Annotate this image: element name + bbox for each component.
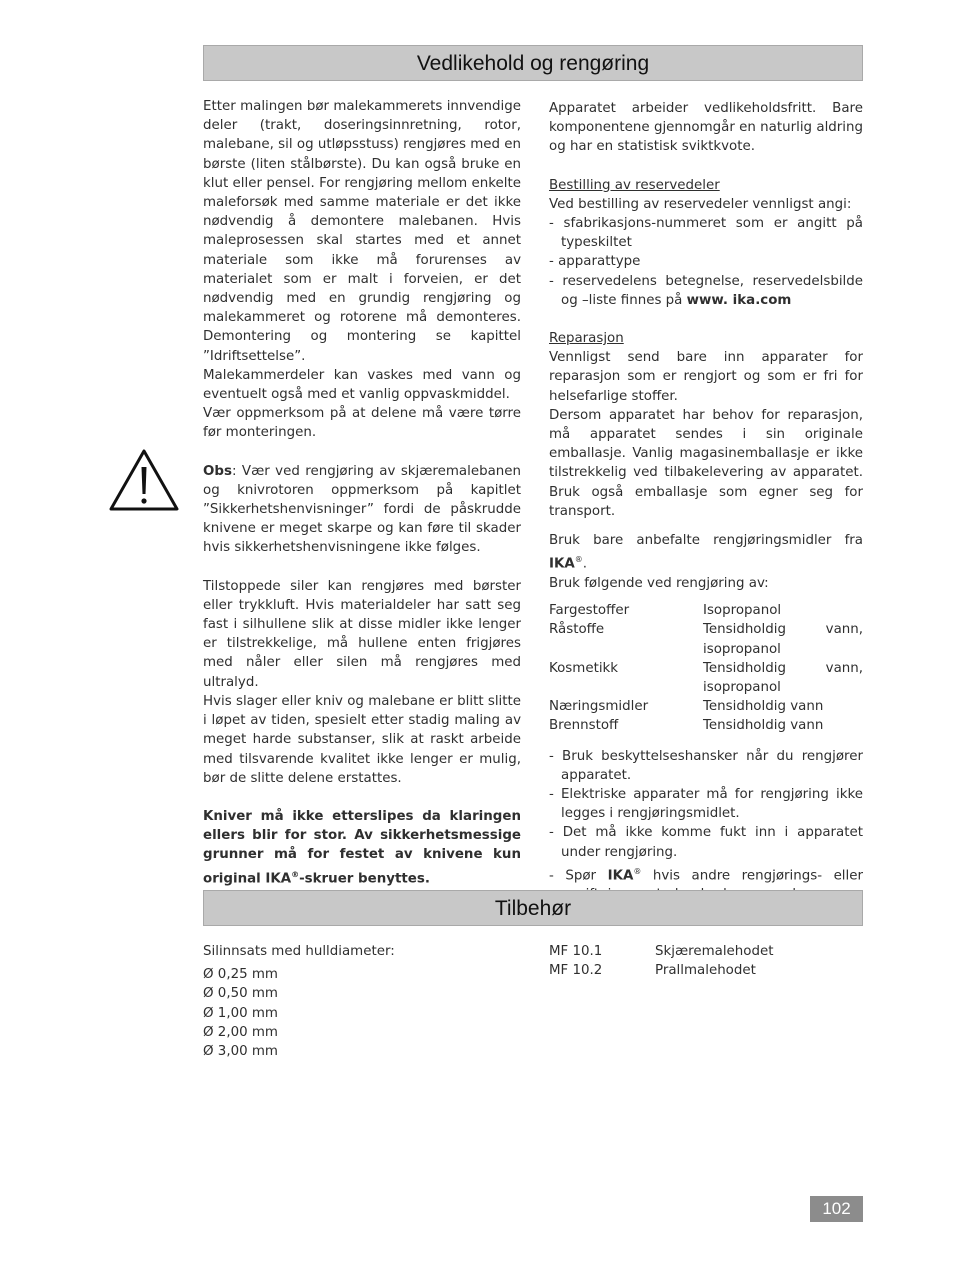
- cleaning-item: Råstoffe: [549, 622, 605, 638]
- knife-warning-end: -skruer benyttes.: [299, 870, 430, 886]
- period: .: [582, 556, 587, 572]
- spare-item: - sfabrikasjons-nummeret som er angitt på typeskiltet: [549, 216, 863, 251]
- sieve-list: [203, 942, 521, 1061]
- warning-triangle-icon: [108, 447, 180, 513]
- cleaning-agents-subintro: Bruk følgende ved rengjøring av:: [549, 575, 769, 591]
- obs-label: Obs: [203, 463, 232, 479]
- cleaning-row: [549, 659, 863, 697]
- page-number: 102: [810, 1196, 863, 1222]
- accessory-row: [549, 961, 867, 980]
- registered-mark: ®: [633, 866, 642, 876]
- knife-warning-text: Kniver må ikke etterslipes da klaringen ellers blir for stor. Av sikkerhetsmessige grunner må for festet av knivene kun original IKA: [203, 808, 521, 886]
- accessory-code: MF 10.2: [549, 963, 603, 979]
- knife-warning-paragraph: [203, 807, 521, 888]
- sieve-item: Ø 3,00 mm: [203, 1044, 278, 1060]
- registered-mark: ®: [291, 869, 300, 879]
- cleaning-item: Brennstoff: [549, 718, 619, 734]
- obs-paragraph: [203, 462, 521, 558]
- section-title-maintenance: Vedlikehold og rengøring: [203, 45, 863, 81]
- rule-item: - Det må ikke komme fukt inn i apparatet under rengjøring.: [549, 825, 863, 860]
- cleaning-item: Fargestoffer: [549, 603, 630, 619]
- cleaning-row: [549, 601, 863, 620]
- sieve-heading: Silinnsats med hulldiameter:: [203, 944, 395, 959]
- accessory-name: Prallmalehodet: [655, 963, 756, 979]
- obs-text: : Vær ved rengjøring av skjæremalebanen og knivrotoren oppmerksom på kapitlet ”Sikkerhetshenvisninger” fordi de påskrudde knivene er meget skarpe og kan føre til skader hvis sikkerhetshenvisningene ikke følges.: [203, 463, 521, 556]
- sieve-item: Ø 0,25 mm: [203, 967, 278, 983]
- section-title-accessories: Tilbehør: [203, 890, 863, 926]
- website-link[interactable]: www. ika.com: [686, 292, 792, 308]
- cleaning-table: [549, 601, 863, 735]
- repair-paragraph-1: Vennligst send bare inn apparater for reparasjon som er rengjort og som er fri for helsefarlige stoffer.: [549, 350, 863, 404]
- spare-item-text: - reservedelens betegnelse, reservedelsbilde og –liste finnes på: [549, 273, 863, 308]
- cleaning-row: [549, 697, 863, 716]
- sieve-cleaning-paragraph: Tilstoppede siler kan rengjøres med børster eller trykkluft. Hvis materialdeler har satt seg fast i silhullene slik at disse midler ikke lenger er tilstrekkelige, må hullene enten frigjøres med nåler eller silen må rengjøres med ultralyd.: [203, 578, 521, 690]
- dry-paragraph: Vær oppmerksom på at delene må være tørre før monteringen.: [203, 406, 521, 441]
- worn-parts-paragraph: Hvis slager eller kniv og malebane er blitt slitte i løpet av tiden, spesielt etter stadig maling av meget harde substanser, slik at raskt arbeide med tilsvarende kvalitet ikke lenger er mulig, bør de slitte delene erstattes.: [203, 693, 521, 786]
- cleaning-row: [549, 620, 863, 658]
- registered-mark: ®: [574, 555, 583, 565]
- rule-text-end: hvis andre rengjørings- eller: [652, 868, 863, 884]
- cleaning-agent: Isopropanol: [703, 603, 782, 619]
- sieve-item: Ø 2,00 mm: [203, 1024, 278, 1040]
- cleaning-row: [549, 716, 863, 735]
- rule-item: - Bruk beskyttelseshansker når du rengjører apparatet.: [549, 748, 863, 783]
- cleaning-agents-text: Bruk bare anbefalte rengjøringsmidler fra: [549, 533, 863, 549]
- rule-text: - Spør: [549, 868, 608, 884]
- cleaning-paragraph: Etter malingen bør malekammerets innvendige deler (trakt, doseringsinnretning, rotor, malebane, sil og utløpsstuss) rengjøres med en børste (liten stålbørste). Du kan også bruke en klut eller pensel. For rengjøring mellom enkelte maleforsøk med samme materiale er det ikke nødvendig å demontere malebanen. Hvis maleprosessen skal startes med et annet materiale som ikke må forurenses av materialet som er malt i forveien, er det nødvendig med en grundig rengjøring og malekammeret og rotorene må demonteres. Demontering og montering se kapittel ”Idriftsettelse”.: [203, 99, 521, 364]
- cleaning-agent: Tensidholdig vann, isopropanol: [703, 660, 863, 695]
- wash-paragraph: Malekammerdeler kan vaskes med vann og eventuelt også med et vanlig oppvaskmiddel.: [203, 367, 521, 403]
- spare-item: - apparattype: [549, 254, 641, 270]
- left-column: [203, 97, 521, 888]
- accessory-row: [549, 942, 867, 961]
- repair-paragraph-2: Dersom apparatet har behov for reparasjon, må apparatet sendes i sin originale emballasje. Vanlig magasinemballasje er ikke tilstrekkelig ved tilbakelevering av apparatet. Bruk også emballasje som egner seg for transport.: [549, 407, 863, 519]
- accessory-code: MF 10.1: [549, 944, 603, 959]
- cleaning-item: Kosmetikk: [549, 660, 619, 676]
- spare-parts-heading: Bestilling av reservedeler: [549, 177, 720, 193]
- cleaning-agent: Tensidholdig vann: [703, 718, 824, 734]
- cleaning-agents-intro: [549, 531, 863, 574]
- brand-name: IKA: [607, 868, 634, 884]
- brand-name: IKA: [549, 556, 575, 572]
- right-column: [549, 99, 863, 924]
- spare-parts-intro: Ved bestilling av reservedeler vennligst angi:: [549, 196, 852, 212]
- accessory-list: [549, 942, 867, 980]
- cleaning-agent: Tensidholdig vann, isopropanol: [703, 622, 863, 657]
- repair-heading: Reparasjon: [549, 331, 624, 347]
- rule-item: - Elektriske apparater må for rengjøring ikke legges i rengjøringsmidlet.: [549, 786, 863, 822]
- accessory-name: Skjæremalehodet: [655, 944, 774, 959]
- spare-item: [549, 272, 863, 310]
- sieve-item: Ø 0,50 mm: [203, 986, 278, 1002]
- sieve-item: Ø 1,00 mm: [203, 1005, 278, 1021]
- maintenance-free-paragraph: Apparatet arbeider vedlikeholdsfritt. Bare komponentene gjennomgår en naturlig aldring og har en statistisk sviktkvote.: [549, 101, 863, 155]
- cleaning-agent: Tensidholdig vann: [703, 699, 824, 715]
- cleaning-item: Næringsmidler: [549, 699, 649, 715]
